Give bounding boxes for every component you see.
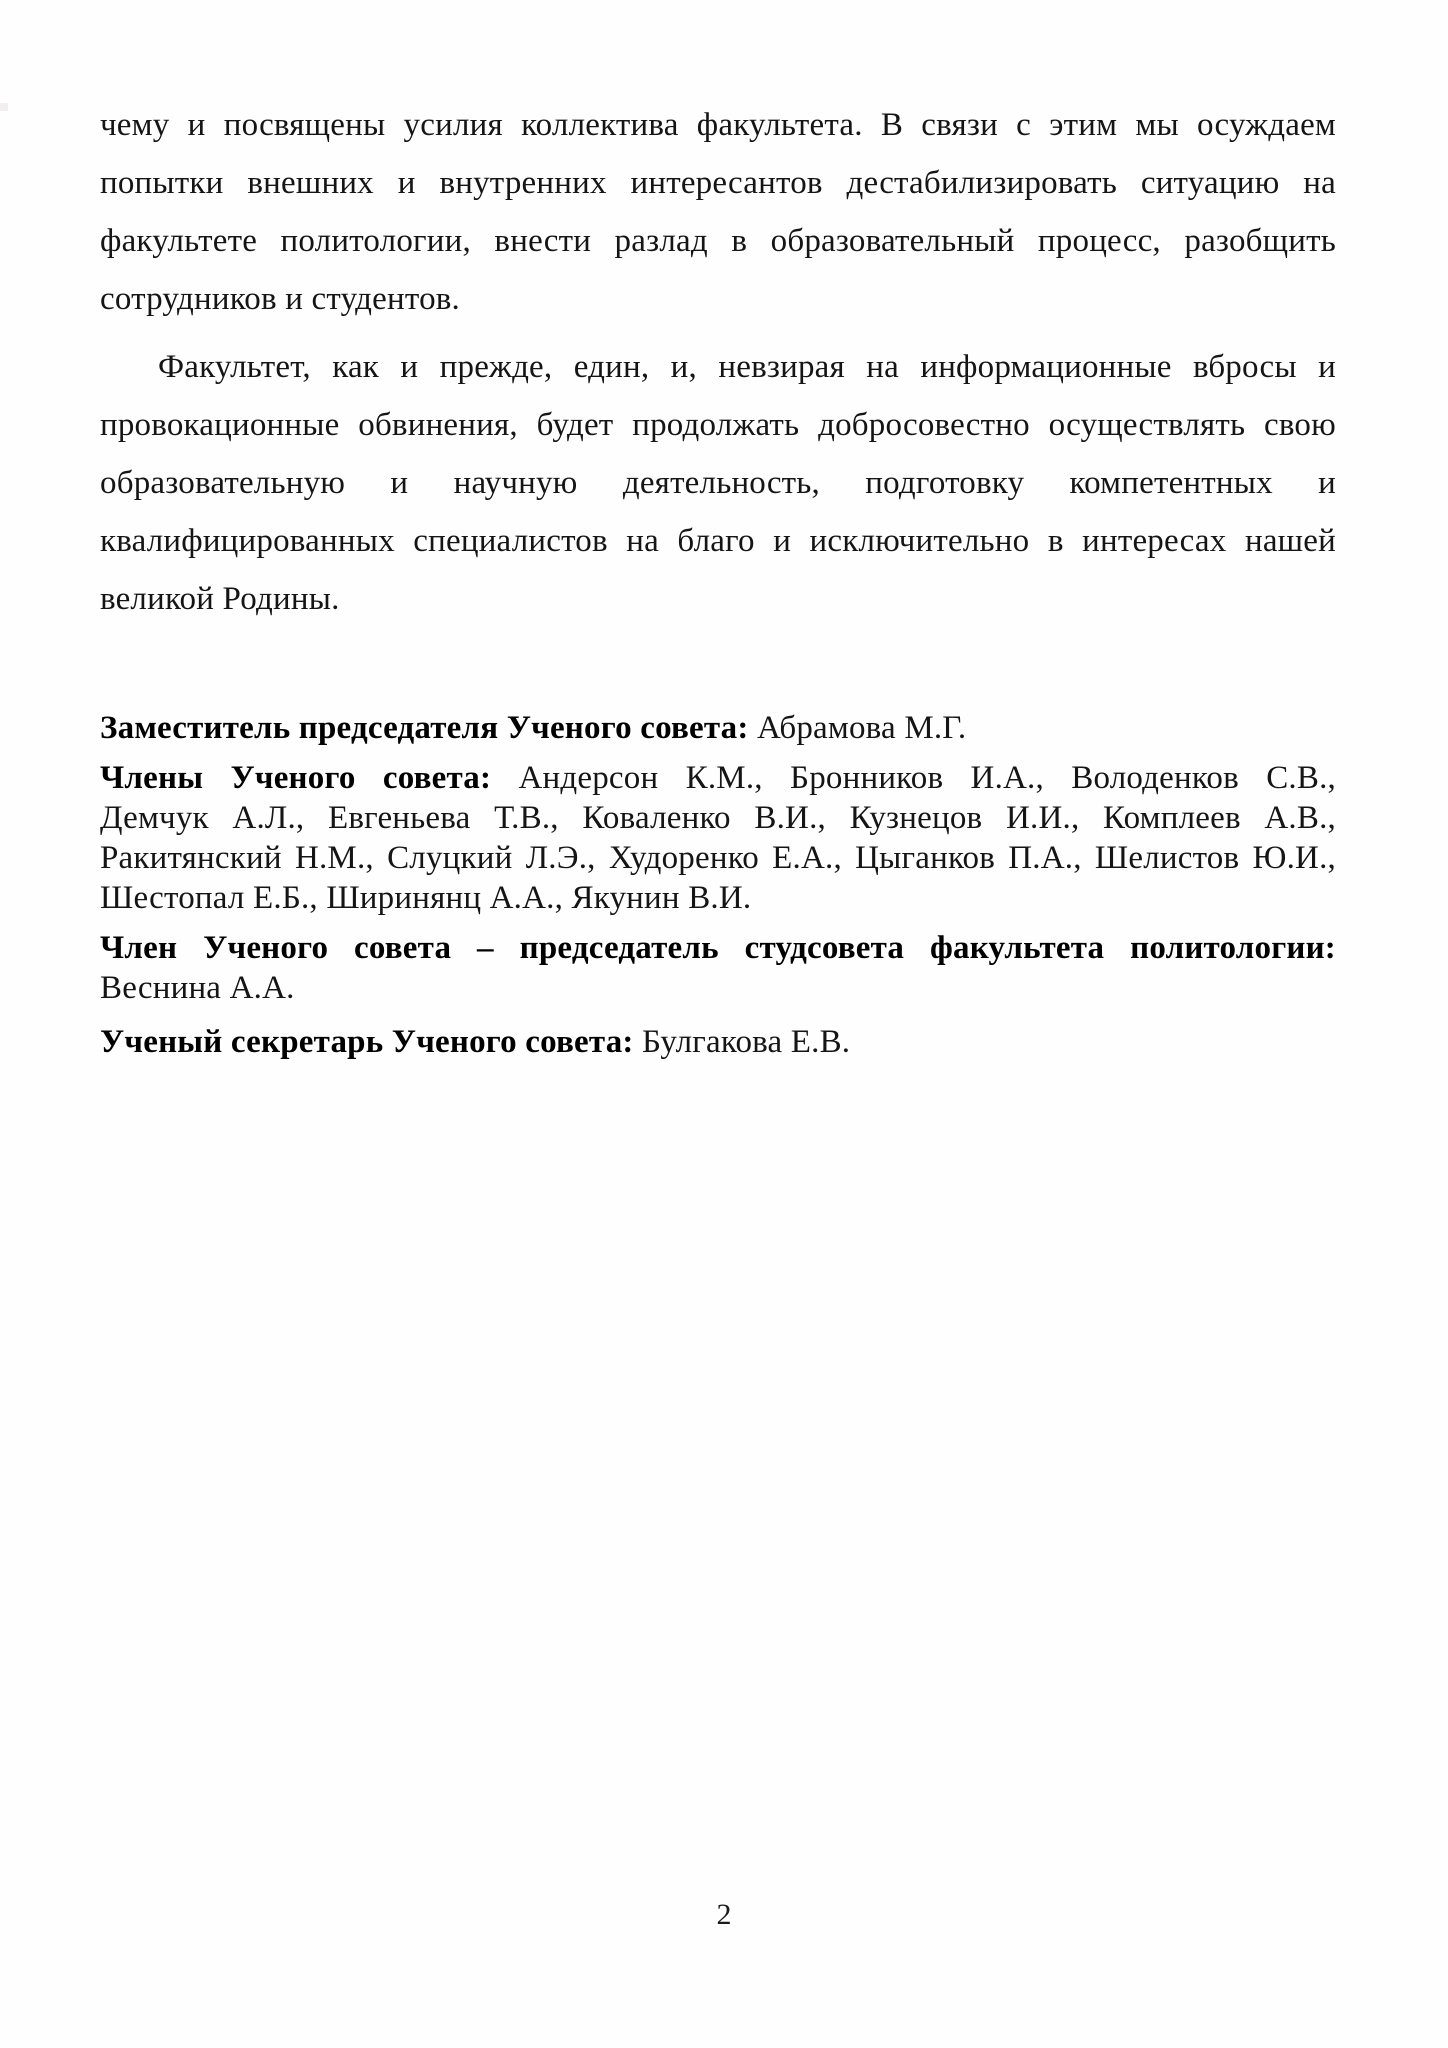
signature-names-council-members: Андерсон К.М., Бронников И.А., Володенков С.В., Демчук А.Л., Евгеньева Т.В., Коваленко В.И., Кузнецов И.И., Комплеев А.В., Ракитянский Н.М., Слуцкий Л.Э., Худоренко Е.А., Цыганков П.А., Шелистов Ю.И., Шестопал Е.Б., Ширинянц А.А., Якунин В.И. [100,760,1336,916]
body-paragraph-continuation: чему и посвящены усилия коллектива факультета. В связи с этим мы осуждаем попытки внешних и внутренних интересантов дестабилизировать ситуацию на факультете политологии, внести разлад в образовательный процесс, разобщить сотрудников и студентов. [100,107,1336,317]
signature-role-deputy-chair: Заместитель председателя Ученого совета: [100,710,749,746]
page-number: 2 [716,1898,732,1931]
signature-block [100,708,1336,1062]
signature-role-student-council-chair: Член Ученого совета – председатель студсовета факультета политологии: [100,930,1336,966]
signature-line-deputy-chair [100,708,1336,748]
signature-line-student-council-chair [100,928,1336,1008]
body-paragraph-faculty-unity: Факультет, как и прежде, един, и, невзирая на информационные вбросы и провокационные обвинения, будет продолжать добросовестно осуществлять свою образовательную и научную деятельность, подготовку компетентных и квалифицированных специалистов на благо и исключительно в интересах нашей великой Родины. [100,349,1336,617]
scan-artifact [0,103,8,111]
signature-name-student-council-chair: Веснина А.А. [100,970,295,1006]
signature-role-council-members: Члены Ученого совета: [100,760,492,796]
signature-name-academic-secretary: Булгакова Е.В. [633,1024,851,1060]
signature-line-council-members [100,758,1336,918]
signature-line-academic-secretary [100,1022,1336,1062]
signature-role-academic-secretary: Ученый секретарь Ученого совета: [100,1024,634,1060]
signature-name-deputy-chair: Абрамова М.Г. [748,710,967,746]
